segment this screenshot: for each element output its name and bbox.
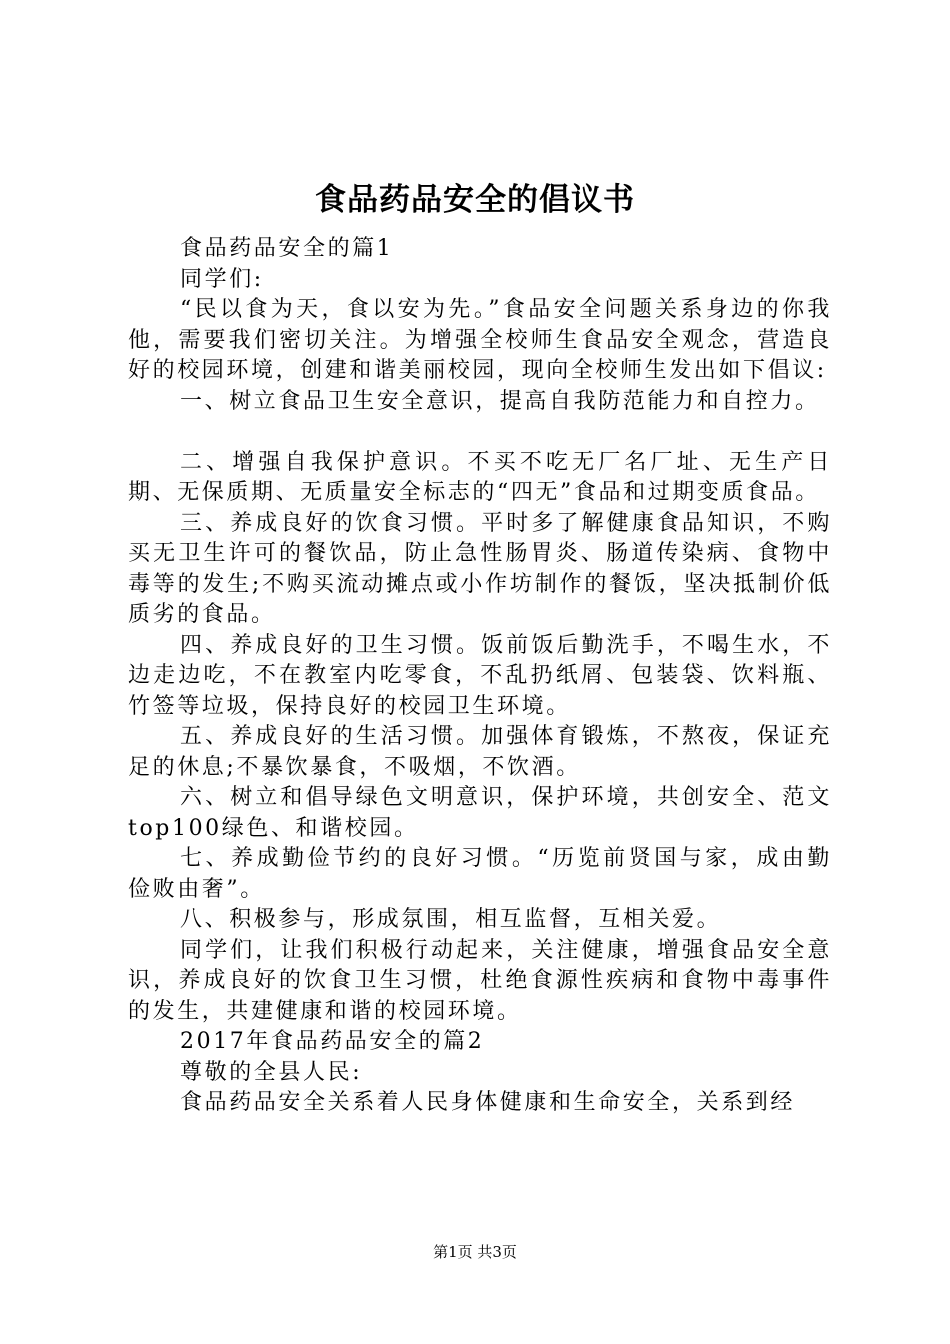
paragraph-item-3: 三、养成良好的饮食习惯。平时多了解健康食品知识，不购买无卫生许可的餐饮品，防止急性肠胃炎、肠道传染病、食物中毒等的发生;不购买流动摊点或小作坊制作的餐饭，坚决抵制价低质劣的食品。: [128, 510, 832, 627]
paragraph-item-8: 八、积极参与，形成氛围，相互监督，互相关爱。: [180, 907, 722, 932]
paragraph-salutation-2: 尊敬的全县人民:: [180, 1059, 363, 1085]
paragraph-item-4: 四、养成良好的卫生习惯。饭前饭后勤洗手，不喝生水，不边走边吃，不在教室内吃零食，不乱扔纸屑、包装袋、饮料瓶、竹签等垃圾，保持良好的校园卫生环境。: [128, 632, 832, 719]
paragraph-item-7: 七、养成勤俭节约的良好习惯。“历览前贤国与家，成由勤俭败由奢”。: [128, 846, 832, 902]
paragraph-section-heading-1: 食品药品安全的篇1: [180, 236, 394, 261]
paragraph-salutation-1: 同学们:: [180, 266, 264, 292]
paragraph-continued: 食品药品安全关系着人民身体健康和生命安全，关系到经: [180, 1090, 796, 1115]
page-footer: 第1页 共3页: [433, 1243, 517, 1261]
paragraph-intro: “民以食为天，食以安为先。”食品安全问题关系身边的你我他，需要我们密切关注。为增强全校师生食品安全观念，营造良好的校园环境，创建和谐美丽校园，现向全校师生发出如下倡议:: [128, 297, 832, 383]
paragraph-item-6: 六、树立和倡导绿色文明意识，保护环境，共创安全、范文top100绿色、和谐校园。: [128, 785, 832, 841]
paragraph-section-heading-2: 2017年食品药品安全的篇2: [180, 1029, 485, 1054]
paragraph-closing: 同学们，让我们积极行动起来，关注健康，增强食品安全意识，养成良好的饮食卫生习惯，杜绝食源性疾病和食物中毒事件的发生，共建健康和谐的校园环境。: [128, 937, 832, 1024]
paragraph-item-2: 二、增强自我保护意识。不买不吃无厂名厂址、无生产日期、无保质期、无质量安全标志的“四无”食品和过期变质食品。: [128, 449, 832, 505]
document-body: [128, 234, 832, 1119]
document-title: 食品药品安全的倡议书: [315, 182, 635, 218]
paragraph-item-1: 一、树立食品卫生安全意识，提高自我防范能力和自控力。: [180, 388, 820, 414]
paragraph-item-5: 五、养成良好的生活习惯。加强体育锻炼，不熬夜，保证充足的休息;不暴饮暴食，不吸烟，不饮酒。: [128, 724, 832, 780]
